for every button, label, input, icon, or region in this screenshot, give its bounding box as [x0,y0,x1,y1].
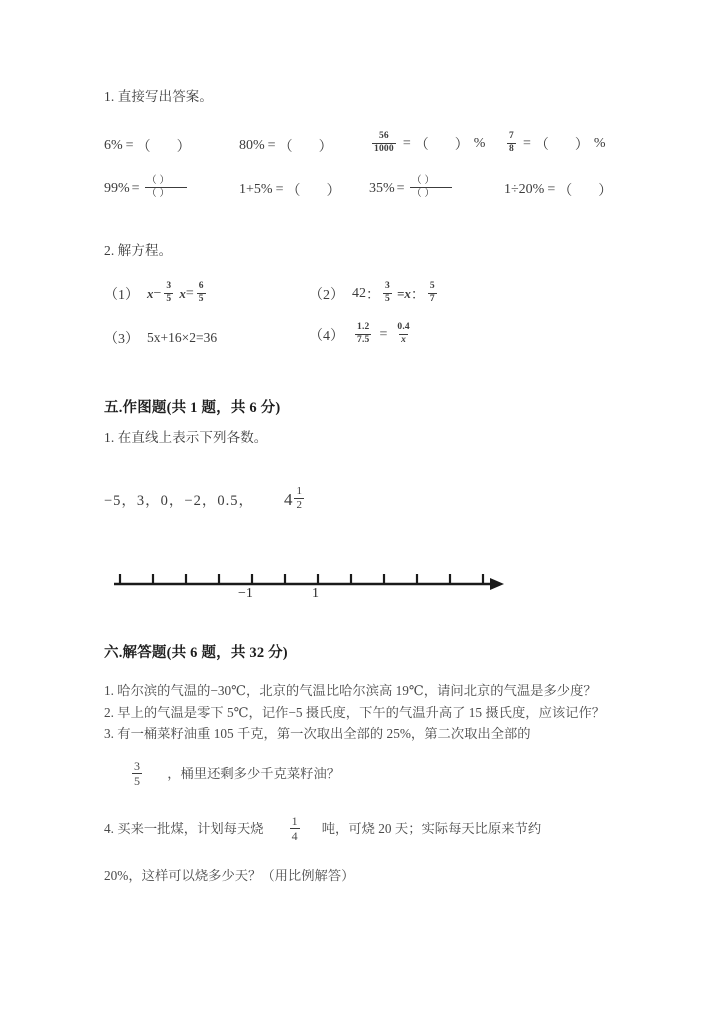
answer-blank-open[interactable]: （ [534,138,549,153]
calc-item-7-8 [504,133,606,155]
equations-prompt: 2. 解方程。 [104,243,173,258]
equals-sign: = [379,327,388,342]
section-five-heading: 五.作图题(共 1 题，共 6 分) [104,400,281,416]
equations-block [104,283,624,368]
equals-sign: = [522,136,531,151]
percent-suffix: % [593,136,606,151]
equals-sign: = [396,180,405,196]
number-line-svg [104,560,524,610]
answer-blank-open[interactable]: （ [558,184,573,199]
ratio-colon: ： [410,288,425,303]
arithmetic-block [104,133,624,211]
fraction-denominator: 5 [166,293,172,304]
fraction-denominator: x [401,334,407,345]
equation-operator: − [153,286,162,301]
section-six-questions [104,680,616,886]
percent-suffix: % [473,136,486,151]
calc-lhs: 35% [369,180,395,196]
calc-item-56-1000 [369,133,485,155]
fraction-denominator: 8 [509,143,514,154]
fraction-denominator-blank[interactable]: （ ） [145,187,187,199]
equation-term: x [179,286,186,301]
fraction-3-5 [132,760,142,787]
calc-item-80pct [239,136,333,156]
fraction-56-1000 [372,132,396,154]
fraction-1-4 [290,815,300,842]
fraction-denominator: 4 [291,828,298,843]
fraction-numerator: 3 [385,281,390,291]
answer-question-4-mid: 吨，可烧 20 天；实际每天比原来节约 [321,821,542,837]
fraction-numerator: 7 [509,131,514,141]
fraction-numerator: 1.2 [357,322,370,332]
equation-4 [309,324,415,346]
equation-number: （2） [309,288,344,303]
answer-blank-close[interactable]: ） [454,138,469,153]
calc-lhs: 1+5% [239,182,273,197]
fraction-denominator: 5 [134,773,141,788]
equation-number: （1） [104,288,139,303]
calc-lhs: 6% [104,138,123,153]
number-line-ticks [120,574,483,584]
equals-sign: = [125,138,134,153]
fraction-numerator: 3 [166,281,172,291]
answer-fraction-blank[interactable] [145,176,187,199]
answer-question-1: 1. 哈尔滨的气温的−30℃，北京的气温比哈尔滨高 19℃，请问北京的气温是多少度？ [104,683,597,698]
equations-row-1 [104,283,624,323]
equation-3 [104,328,217,348]
equation-term: 42 [352,286,366,301]
equation-2 [309,283,440,305]
equals-sign: = [131,180,140,196]
answer-blank-open[interactable]: （ [286,184,301,199]
answer-question-3-tail-row [104,758,616,788]
answer-blank-open[interactable]: （ [278,140,293,155]
arithmetic-row-1 [104,133,624,167]
fraction-numerator-blank[interactable]: （ ） [411,175,435,186]
calc-item-1div20pct [504,180,612,200]
equals-sign: = [547,182,556,197]
fraction-numerator: 6 [198,281,204,291]
fraction-denominator: 5 [198,293,204,304]
equals-sign: = [275,182,284,197]
fraction-3-5 [164,282,173,304]
fraction-denominator: 7 [429,293,435,304]
answer-blank-open[interactable]: （ [414,138,429,153]
mixed-fraction [294,486,304,511]
fraction-denominator: 7.5 [357,334,370,345]
fraction-denominator-blank[interactable]: （ ） [410,187,452,199]
number-line-label-1: 1 [312,586,319,601]
answer-blank-close[interactable]: ） [574,138,589,153]
fraction-3-5 [383,282,392,304]
answer-blank-close[interactable]: ） [176,140,191,155]
fraction-numerator: 1 [291,813,298,828]
number-line-arrowhead [490,578,504,590]
fraction-6-5 [197,282,206,304]
answer-question-3-tail: ，桶里还剩多少千克菜籽油？ [167,766,341,782]
equals-sign: = [267,138,276,153]
fraction-numerator: 1 [296,485,303,497]
answer-blank-close[interactable]: ） [598,184,613,199]
answer-question-2: 2. 早上的气温是零下 5℃，记作−5 摄氏度，下午的气温升高了 15 摄氏度，应该记作？ [104,704,606,720]
equals-sign: = [402,136,411,151]
fraction-numerator-blank[interactable]: （ ） [146,175,170,186]
section-six-heading: 六.解答题(共 6 题，共 32 分) [104,645,288,661]
section-five-question: 1. 在直线上表示下列各数。 [104,430,268,445]
calc-lhs: 80% [239,138,265,153]
number-line-label-minus-1: −1 [238,586,253,601]
fraction-1point2-7point5 [355,323,371,345]
fraction-numerator: 5 [429,281,435,291]
ratio-colon: ： [366,288,380,303]
answer-question-4-row-1 [104,813,616,843]
equals-sign: = [185,286,194,301]
answer-blank-close[interactable]: ） [318,140,333,155]
number-line-figure [104,560,524,610]
equation-expression: 5x+16×2=36 [147,330,218,345]
answer-blank-close[interactable]: ） [326,184,341,199]
fraction-0point4-x [395,323,411,345]
fraction-numerator: 3 [134,758,141,773]
arithmetic-prompt: 1. 直接写出答案。 [104,89,213,104]
answer-question-4-lead: 4. 买来一批煤，计划每天烧 [104,821,264,837]
equation-term: x [147,286,154,301]
fraction-7-8 [507,132,516,154]
fraction-denominator: 5 [385,293,390,304]
equation-term: =x [396,286,411,301]
calc-lhs: 1÷20% [504,182,545,197]
number-list [104,487,307,512]
arithmetic-row-2 [104,177,624,211]
mixed-whole: 4 [283,489,294,509]
fraction-denominator: 1000 [374,143,394,154]
fraction-5-7 [428,282,437,304]
answer-question-4-tail: 20%，这样可以烧多少天？（用比例解答） [104,867,355,883]
fraction-numerator: 0.4 [397,322,410,332]
calc-item-1plus5pct [239,180,340,200]
fraction-numerator: 56 [378,131,389,141]
calc-item-35pct [369,177,455,200]
calc-item-6pct [104,136,191,156]
answer-question-3-lead: 3. 有一桶菜籽油重 105 千克，第一次取出全部的 25%，第二次取出全部的 [104,726,531,742]
equations-row-2 [104,322,624,368]
calc-item-99pct [104,177,190,200]
answer-fraction-blank[interactable] [410,176,452,199]
number-list-values: −5，3，0，−2，0.5， [104,493,254,509]
answer-blank-open[interactable]: （ [136,140,151,155]
equation-number: （3） [104,332,139,347]
fraction-denominator: 2 [296,499,303,511]
equation-number: （4） [309,329,344,344]
calc-lhs: 99% [104,180,130,196]
equation-1 [104,283,209,305]
mixed-number-4-and-half [284,487,307,512]
